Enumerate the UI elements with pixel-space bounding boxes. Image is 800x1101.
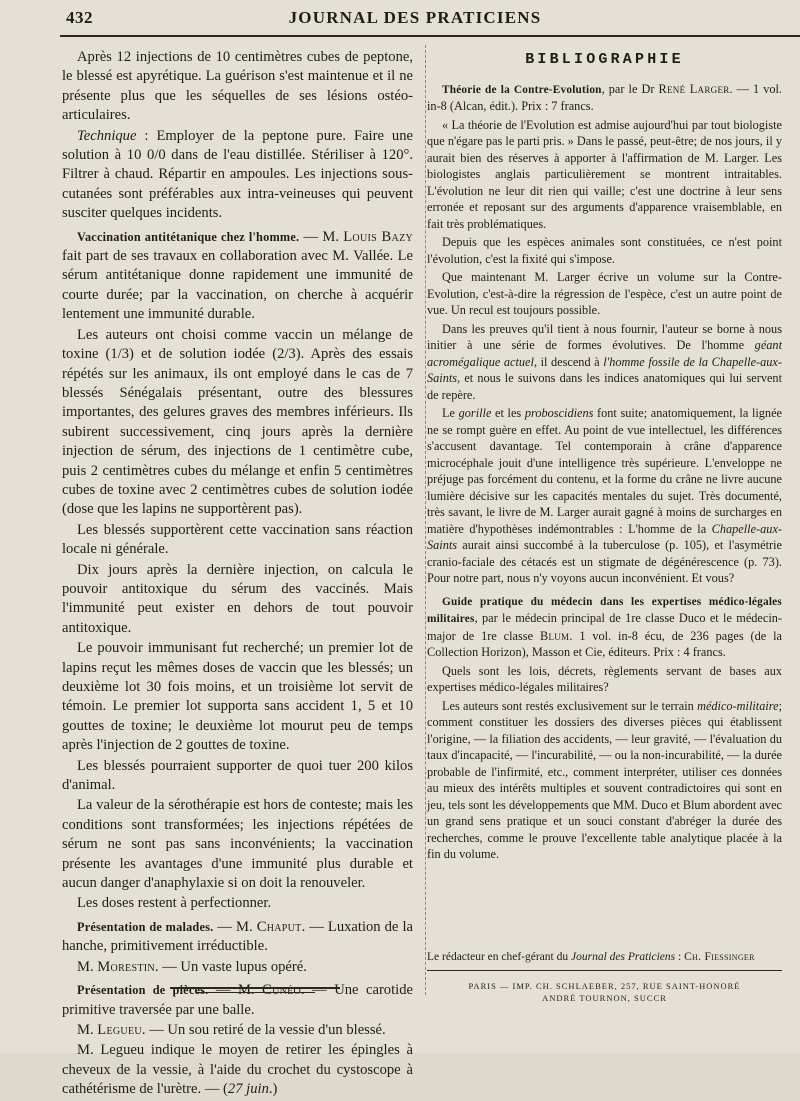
paragraph: Que maintenant M. Larger écrive un volume sur la Contre-Evolution, c'est-à-dire la régression de l'espèce, c'est un autre point de vue. Un recul est toujours possible. bbox=[427, 270, 782, 317]
imprint-line: PARIS — IMP. CH. SCHLAEBER, 257, RUE SAINT-HONORÉ bbox=[468, 981, 741, 991]
paragraph: La valeur de la sérothérapie est hors de conteste; mais les conditions sont transformées; les injections répétées de sérum ne sont pas sans inconvénients; la vaccination présente les avantages d'une immunité plus durable et aucun danger d'anaphylaxie si on doit la renouveler. bbox=[62, 797, 413, 892]
left-column bbox=[62, 48, 413, 1101]
legueu-paragraph: M. Legueu. — Un sou retiré de la vessie d'un blessé. bbox=[77, 1021, 386, 1038]
printer-imprint bbox=[427, 980, 782, 1004]
presentation-pieces-paragraph: Présentation de pièces. — M. Cunéo. — Une carotide primitive traversée par une balle. bbox=[62, 982, 413, 1018]
technique-label: Technique bbox=[77, 127, 137, 144]
imprint-line: ANDRÉ TOURNON, SUCCR bbox=[542, 993, 667, 1003]
author-name: Chaput bbox=[256, 918, 302, 935]
paragraph: M. Legueu indique le moyen de retirer les épingles à cheveux de la vessie, à l'aide du crochet du cystoscope à cathétérisme de l'urètre. — (27 juin.) bbox=[62, 1042, 413, 1098]
author-name: Legueu bbox=[97, 1021, 142, 1038]
morestin-paragraph: M. Morestin. — Un vaste lupus opéré. bbox=[77, 958, 307, 975]
section-heading-vaccination: Vaccination antitétanique chez l'homme. bbox=[77, 229, 300, 244]
page-number: 432 bbox=[66, 8, 93, 27]
author-name: Louis Bazy bbox=[343, 228, 413, 245]
author-name: Cunéo bbox=[262, 982, 302, 999]
right-column bbox=[427, 52, 782, 865]
paragraph: Dix jours après la dernière injection, on calcula le pouvoir antitoxique du sérum des vaccinés. Mais l'immunité peut exister en dehors de tout pouvoir antitoxique. bbox=[62, 561, 413, 636]
paragraph: Le gorille et les proboscidiens font suite; anatomiquement, la lignée ne se rompt guère en effet. Au point de vue intellectuel, les différences s'accusent davantage. Tel contemporain à crâne d'apparence microcéphale jouit d'une intelligence très supérieure. L'enveloppe ne préjuge pas forcément du contenu, et la forme du crâne ne livre aucune lumière décisive sur les capacités mentales du sujet. Très documenté, très savant, le livre de M. Larger aurait gagné à moins de surcharges en matière d'hypothèses indémontrables : L'homme de la Chapelle-aux-Saints aurait ainsi succombé à la tuberculose (p. 105), et l'asymétrie cranio-faciale des cétacés est un stigmate de dégénérescence (p. 73). Pour notre part, nous n'y voyons aucun inconvénient. Et vous? bbox=[427, 406, 782, 585]
end-ornament-rule bbox=[170, 987, 340, 997]
paragraph: « La théorie de l'Evolution est admise aujourd'hui par tout biologiste que n'égare pas le parti pris. » Dans le passé, peut-être; de nos jours, il y aurait bien des réserves à apporter à l'affirmation de M. Larger. Les biologistes anglais particulièrement se montrent intraitables. L'évolution ne leur dit rien qui vaille; c'est une doctrine à leur sens erronée et reposant sur des arguments d'apparence vraisemblable, en fait très problématiques. bbox=[427, 117, 782, 231]
paragraph: Les doses restent à perfectionner. bbox=[77, 895, 272, 912]
section-heading-malades: Présentation de malades. bbox=[77, 919, 214, 934]
author-name: René Larger bbox=[658, 81, 730, 96]
paragraph: Depuis que les espèces animales sont constituées, ce n'est point l'évolution, c'est la fixité qui s'impose. bbox=[427, 235, 782, 266]
book-title: Guide pratique du médecin dans les expertises médico-légales militaires bbox=[427, 595, 782, 625]
book-title: Théorie de la Contre-Evolution bbox=[442, 83, 602, 96]
imprint-rule bbox=[427, 970, 782, 971]
presentation-malades-paragraph: Présentation de malades. — M. Chaput. — Luxation de la hanche, primitivement irréductible. bbox=[62, 918, 413, 955]
book-entry-guide-pratique: Guide pratique du médecin dans les expertises médico-légales militaires, par le médecin principal de 1re classe Duco et le médecin-major de 1re classe Blum. 1 vol. in-8 écu, de 236 pages (de la Collection Horizon), Masson et Cie, éditeurs. Prix : 4 francs. bbox=[427, 595, 782, 659]
paragraph: Le pouvoir immunisant fut recherché; un premier lot de lapins reçut les mêmes doses de vaccin que les blessés; un deuxième lot 30 fois moins, et un troisième lot servit de témoin. Le premier lot supporta sans accident 1, 5 et 10 gouttes de toxine; le deuxième lot mourut peu de temps après l'injection de 2 gouttes de toxine. bbox=[62, 640, 413, 754]
author-name: Blum bbox=[539, 628, 570, 643]
paragraph: Après 12 injections de 10 centimètres cubes de peptone, le blessé est apyrétique. La guérison s'est maintenue et il ne présente plus que les séquelles de ses lésions ostéo-articulaires. bbox=[62, 49, 413, 124]
paragraph: Dans les preuves qu'il tient à nous fournir, l'auteur se borne à nous initier à une série de formes évolutives. De l'homme géant acromégalique actuel, il descend à l'homme fossile de la Chapelle-aux-Saints, et nous le suivons dans les indices anatomiques qui lui servent de repère. bbox=[427, 321, 782, 402]
column-divider bbox=[425, 45, 426, 995]
paragraph: Les blessés pourraient supporter de quoi tuer 200 kilos d'animal. bbox=[62, 757, 413, 794]
vaccination-paragraph: Vaccination antitétanique chez l'homme. — M. Louis Bazy fait part de ses travaux en collaboration avec M. Vallée. Le sérum antitétanique donne rapidement une immunité de courte durée; par la vaccination, on cherche à acquérir lentement une immunité durable. bbox=[62, 228, 413, 323]
technique-paragraph: Technique : Employer de la peptone pure. Faire une solution à 10 0/0 dans de l'eau distillée. Stériliser à 120°. Filtrer à chaud. Répartir en ampoules. Les injections sous-cutanées sont préférables aux intra-veineuses qui peuvent susciter quelques incidents. bbox=[62, 127, 413, 222]
paragraph: Les auteurs sont restés exclusivement sur le terrain médico-militaire; comment constituer les dossiers des diverses pièces qui établissent l'origine, — la filiation des accidents, — leur gravité, — l'évaluation du taux d'incapacité, — l'incurabilité, — ou la non-incurabilité, — la durée probable de l'infirmité, etc., comment interpréter, utiliser ces données au mieux des intérêts multiples et souvent contradictoires qui sont en jeu, tels sont les développements que MM. Duco et Blum abordent avec un grand sens pratique et un souci constant d'abréger la durée des recherches, comme le prouve l'excellente table analytique placée à la fin du volume. bbox=[427, 698, 782, 861]
paragraph: Quels sont les lois, décrets, règlements servant de bases aux expertises médico-légales militaires? bbox=[427, 663, 782, 694]
page-header bbox=[0, 0, 800, 38]
date: 27 juin bbox=[227, 1081, 269, 1098]
journal-title: JOURNAL DES PRATICIENS bbox=[288, 8, 542, 27]
section-heading-pieces: Présentation de pièces. bbox=[77, 983, 209, 998]
book-entry-contre-evolution: Théorie de la Contre-Evolution, par le Dr René Larger. — 1 vol. in-8 (Alcan, édit.). Prix : 7 francs. bbox=[427, 81, 782, 113]
section-title-bibliographie: BIBLIOGRAPHIE bbox=[525, 51, 684, 68]
editor-line: Le rédacteur en chef-gérant du Journal des Praticiens : Ch. Fiessinger bbox=[427, 951, 755, 963]
header-rule bbox=[60, 35, 800, 37]
paragraph: Les blessés supportèrent cette vaccination sans réaction locale ni générale. bbox=[62, 521, 413, 558]
editor-name: Ch. Fiessinger bbox=[684, 951, 755, 963]
paragraph: Les auteurs ont choisi comme vaccin un mélange de toxine (1/3) et de solution iodée (2/3). Après des essais répétés sur les animaux, ils ont employé dans le cas de 7 blessés Sénégalais présentant, outre des blessures importantes, des gelures graves des membres inférieurs. Ils subirent successivement, cinq jours après la dernière injection de sérum, des injections de 1 centimètre cube, puis 2 centimètres cubes du mélange et enfin 5 centimètres cubes de toxine avec 2 centimètres cubes de solution iodée (dose que les lapins ne supportèrent pas). bbox=[62, 326, 413, 518]
author-name: Morestin bbox=[97, 958, 155, 975]
